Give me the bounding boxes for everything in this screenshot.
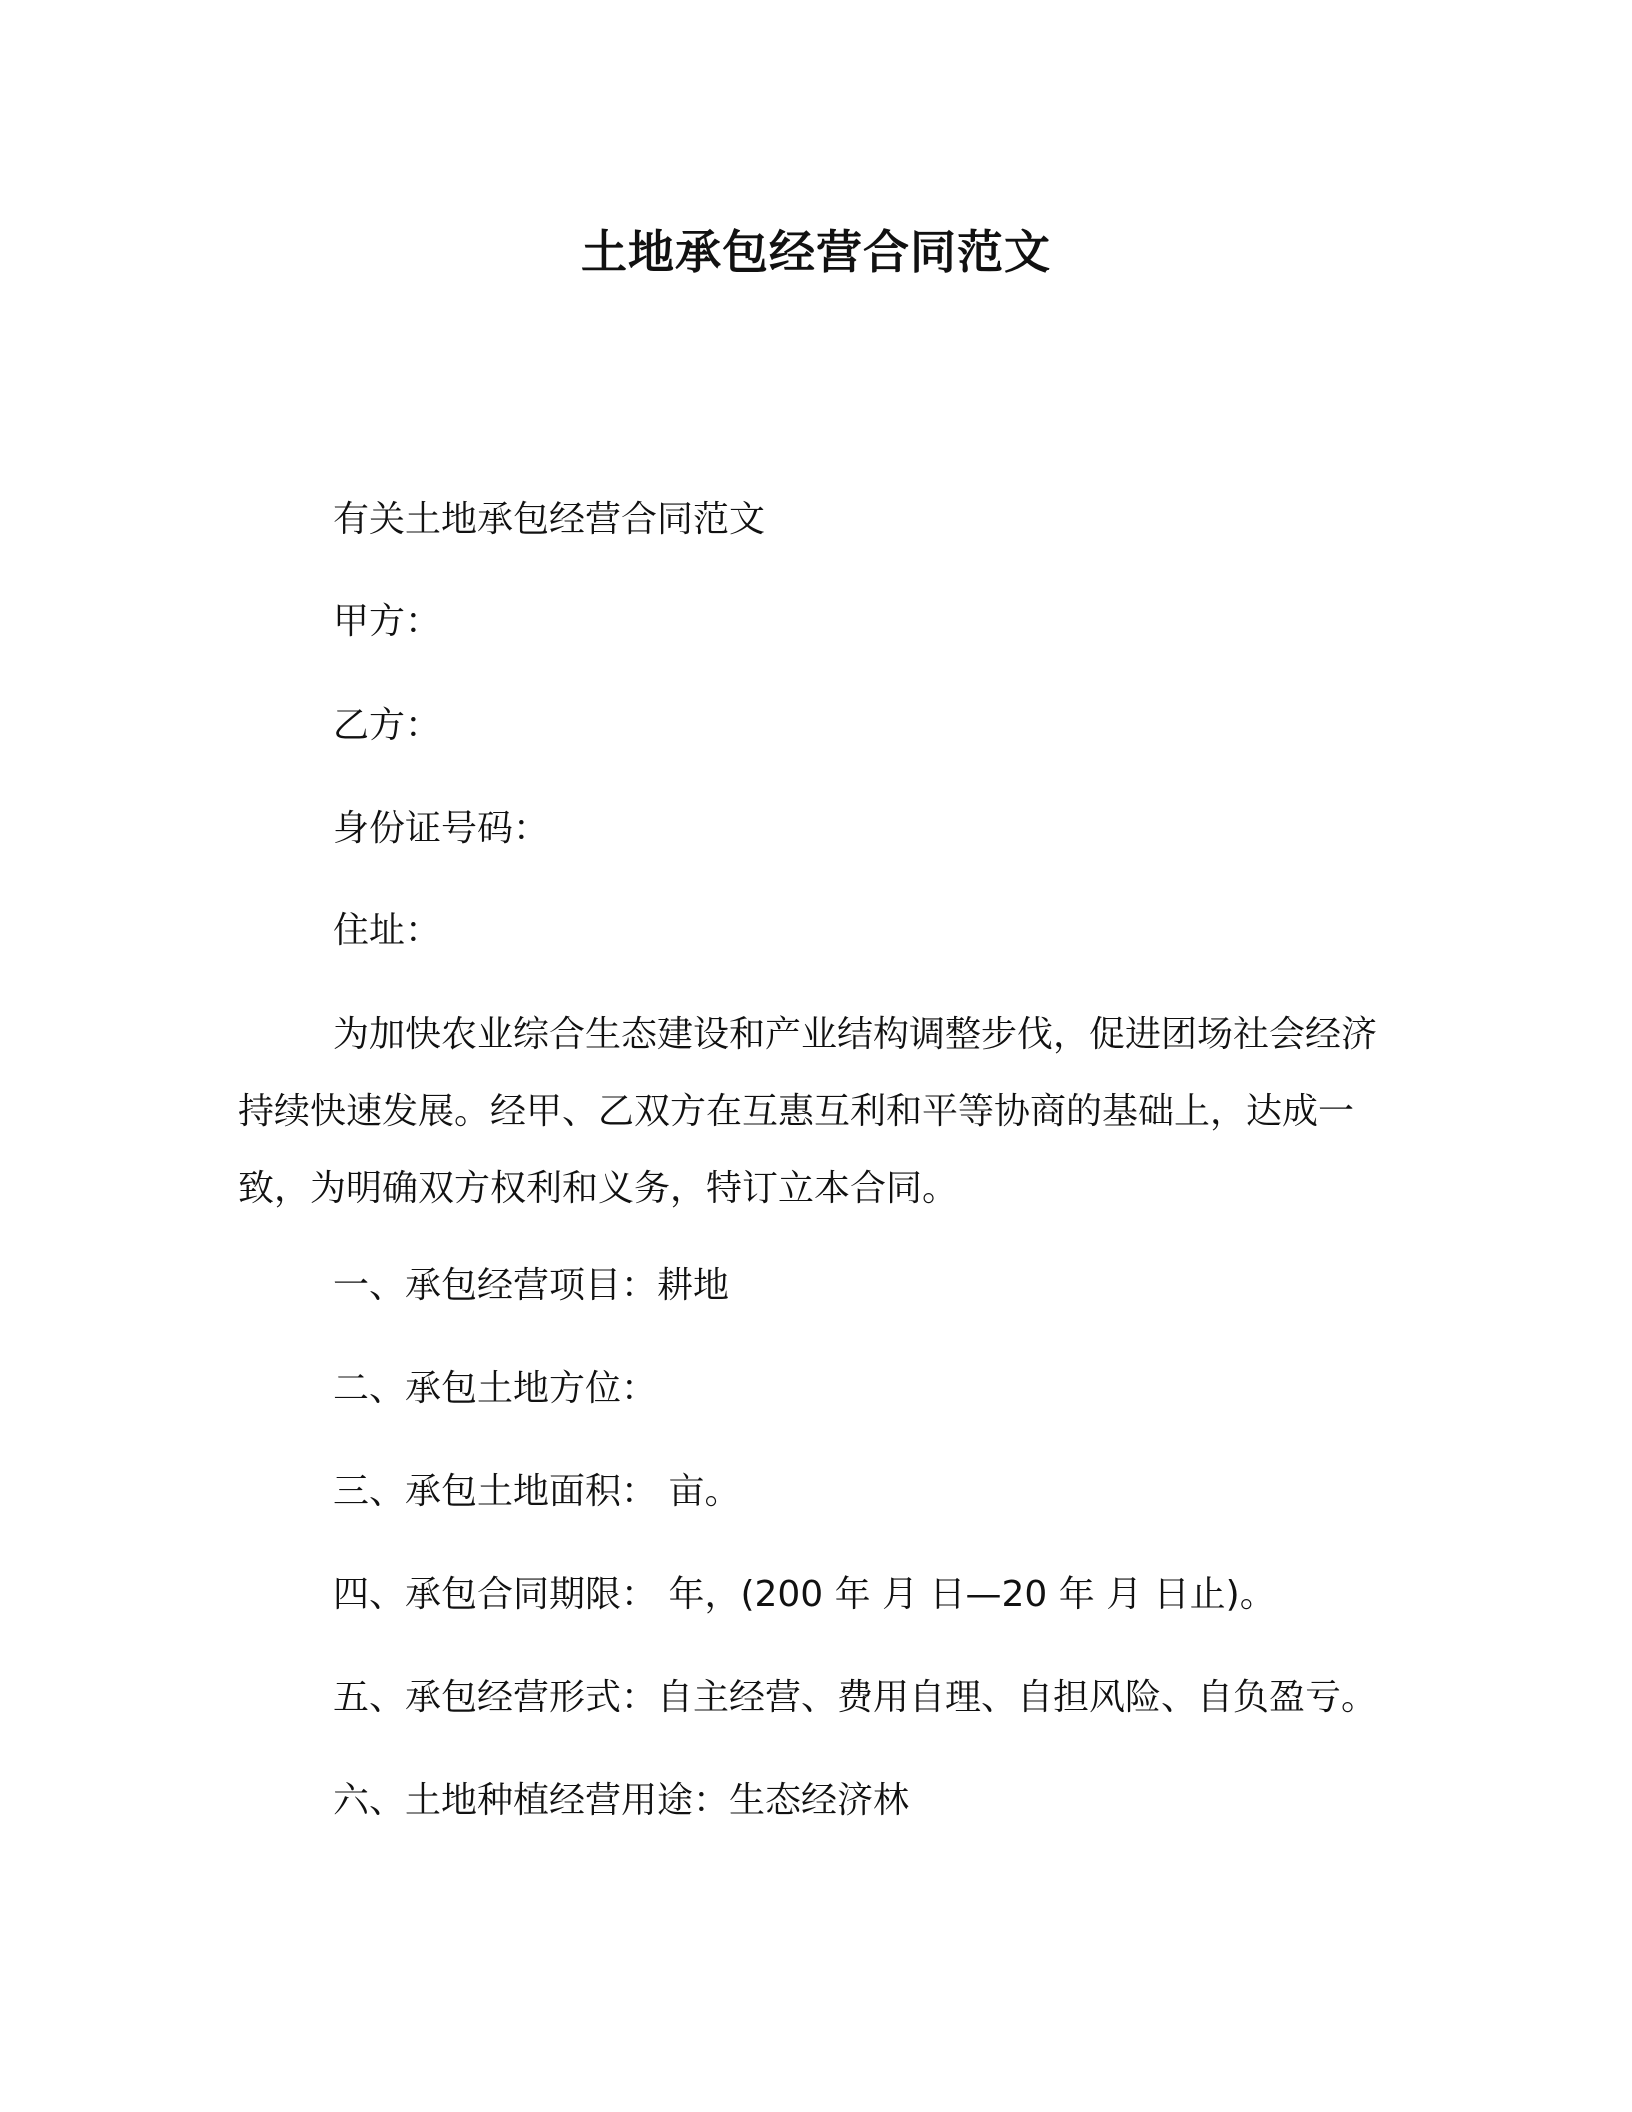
clause-6: 六、土地种植经营用途：生态经济林 (333, 1780, 910, 1821)
intro-paragraph (238, 996, 1378, 1227)
clause-4: 四、承包合同期限： 年，(200 年 月 日—20 年 月 日止)。 (333, 1574, 1276, 1615)
intro-text: 为加快农业综合生态建设和产业结构调整步伐，促进团场社会经济持续快速发展。经甲、乙双方在互惠互利和平等协商的基础上，达成一致，为明确双方权利和义务，特订立本合同。 (238, 1014, 1378, 1209)
document-title: 土地承包经营合同范文 (581, 225, 1051, 279)
document-subtitle: 有关土地承包经营合同范文 (333, 499, 766, 540)
clause-5: 五、承包经营形式：自主经营、费用自理、自担风险、自负盈亏。 (333, 1677, 1378, 1718)
party-a-line: 甲方： (333, 601, 442, 642)
address-line: 住址： (333, 910, 442, 951)
id-number-line: 身份证号码： (333, 808, 550, 849)
clause-2: 二、承包土地方位： (333, 1368, 658, 1409)
clause-1: 一、承包经营项目：耕地 (333, 1265, 730, 1306)
party-b-line: 乙方： (333, 705, 442, 746)
clause-3: 三、承包土地面积： 亩。 (333, 1471, 741, 1512)
